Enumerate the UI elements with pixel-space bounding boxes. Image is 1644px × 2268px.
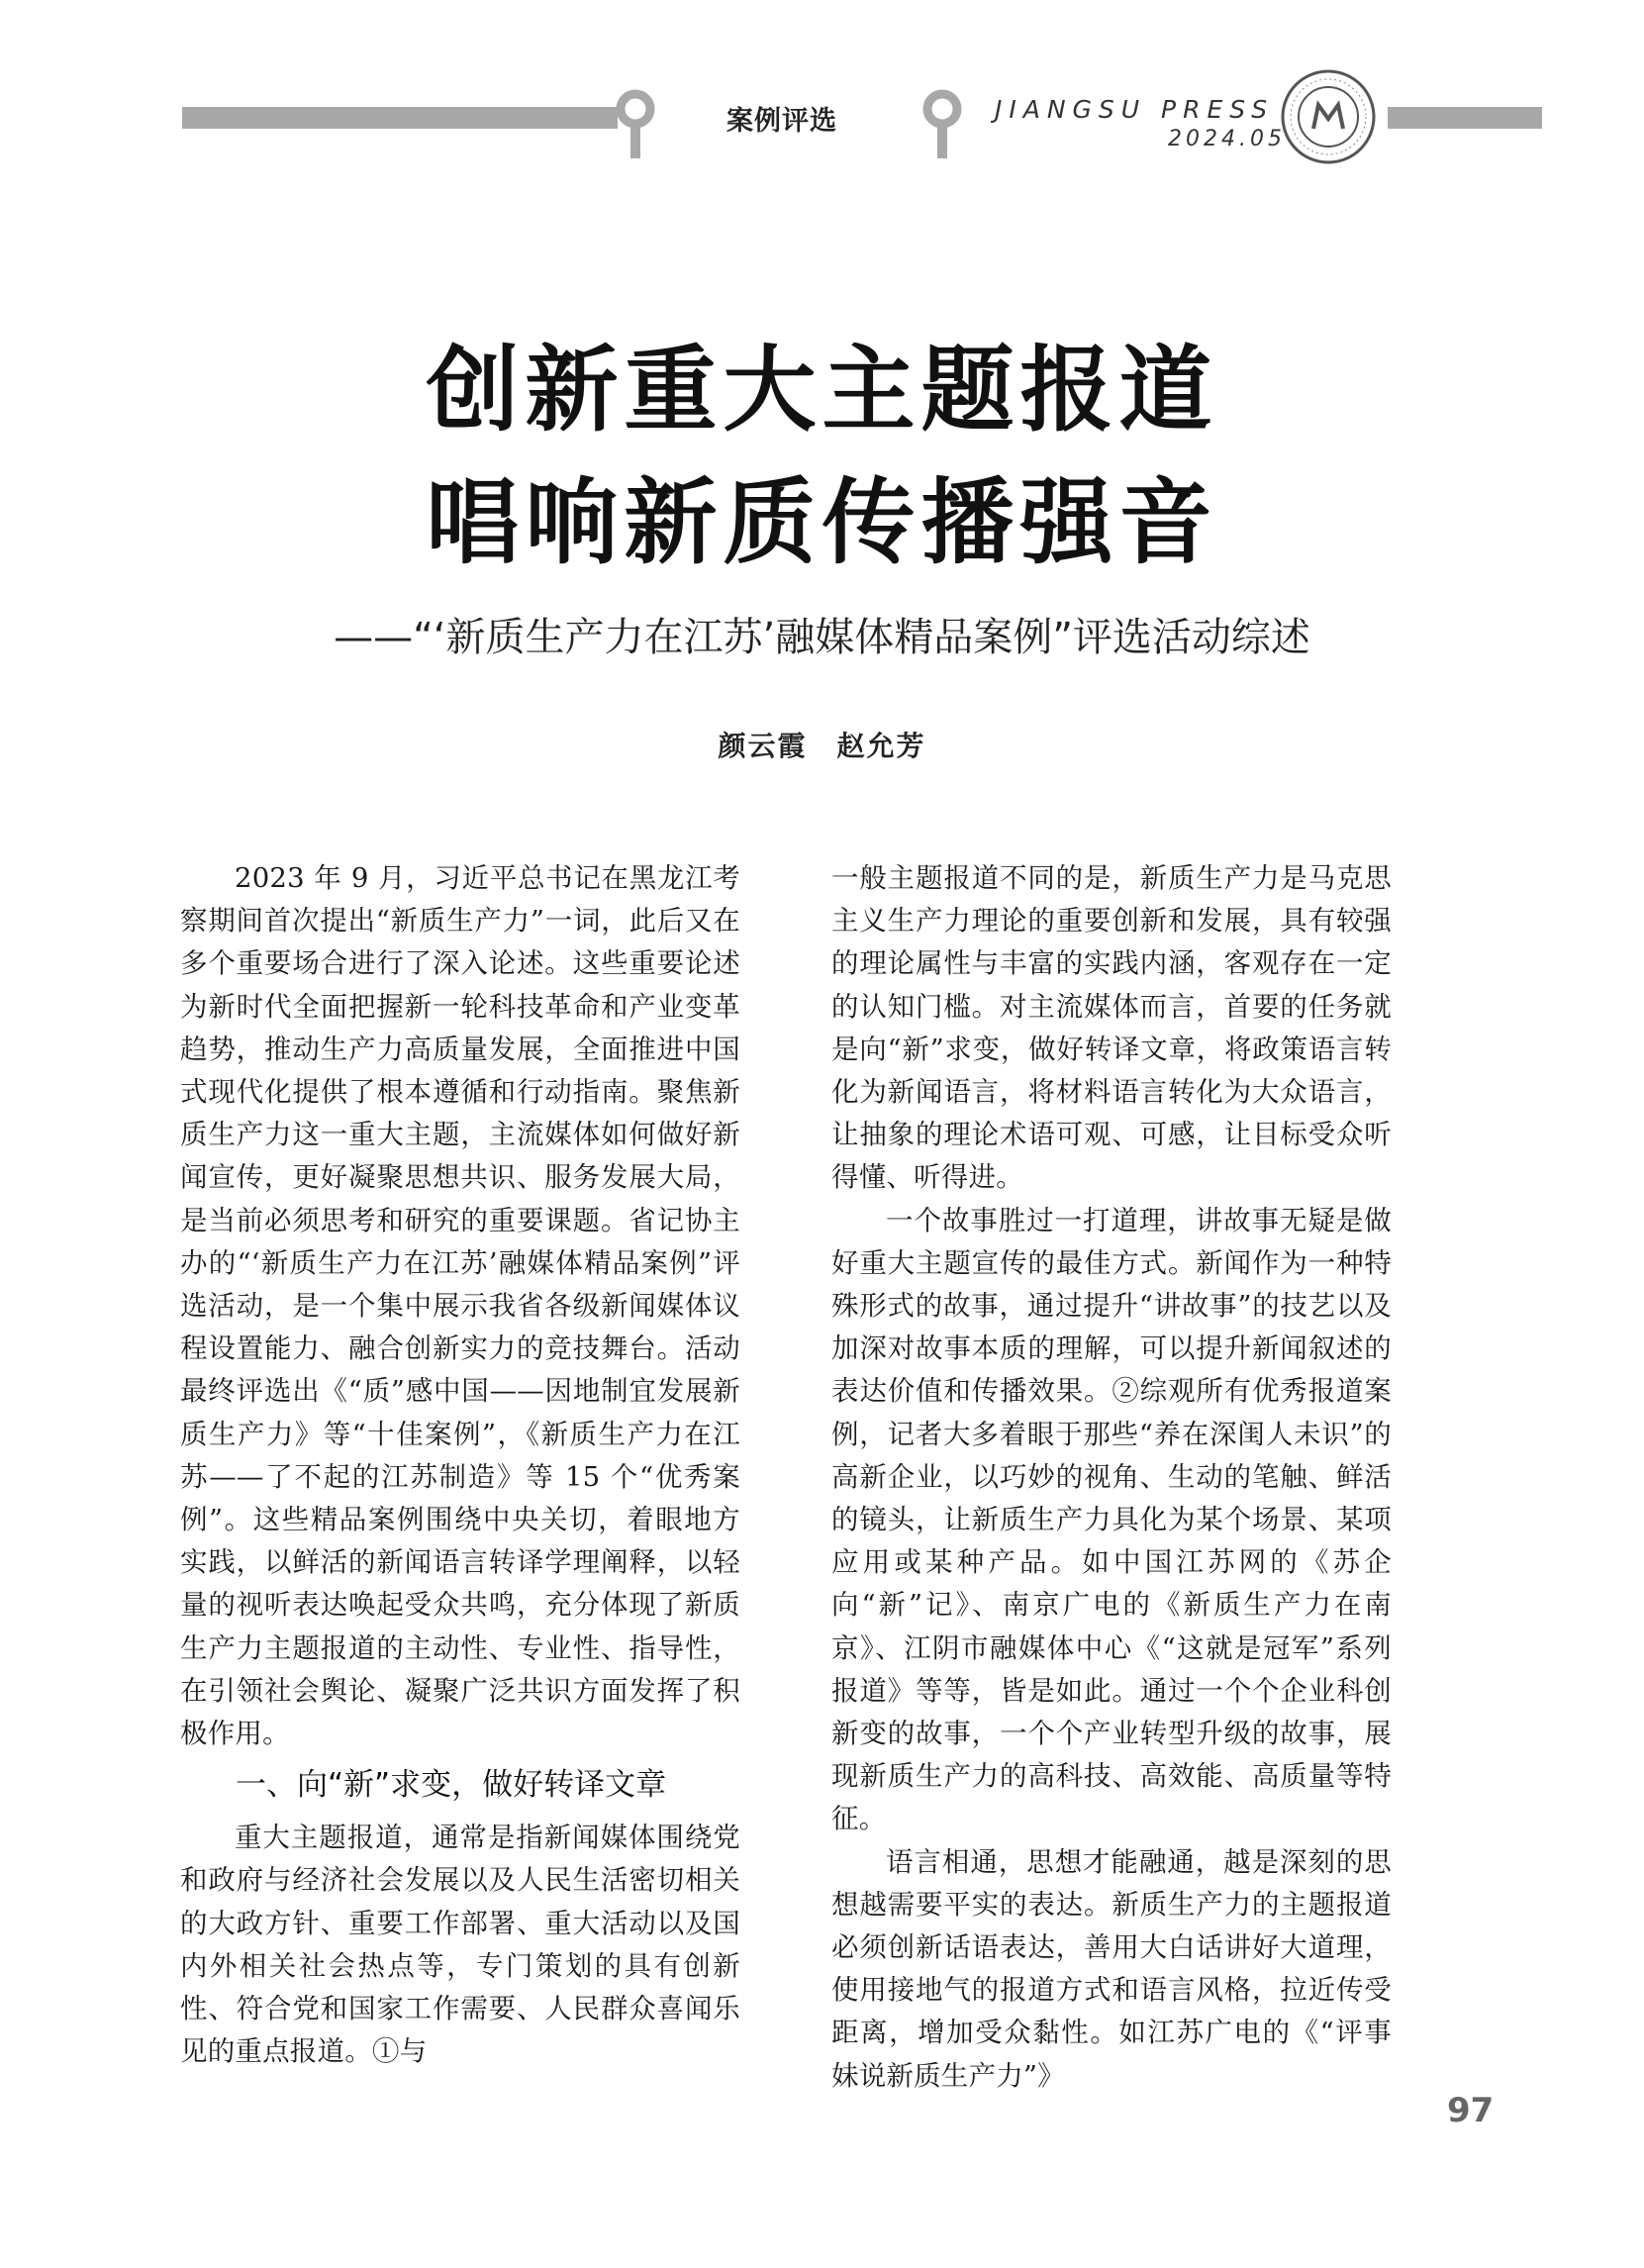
header-bar-left: [182, 107, 618, 129]
map-pin-icon: [614, 89, 657, 160]
article-subtitle: ——“‘新质生产力在江苏’融媒体精品案例”评选活动综述: [334, 615, 1310, 660]
publication-name: JIANGSU PRESS: [995, 95, 1275, 124]
paragraph: 语言相通，思想才能融通，越是深刻的思想越需要平实的表达。新质生产力的主题报道必须创新话语表达，善用大白话讲好大道理，使用接地气的报道方式和语言风格，拉近传受距离，增加受众黏性。如江苏广电的《“评事妹说新质生产力”》: [831, 1845, 1392, 2092]
issue-number: 2024.05: [1168, 127, 1286, 151]
section-label: 案例评选: [726, 106, 837, 137]
article-authors: 颜云霞 赵允芳: [718, 730, 926, 762]
map-pin-icon: [920, 89, 964, 160]
article-title-line-2: 唱响新质传播强音: [426, 469, 1218, 577]
paragraph: 一般主题报道不同的是，新质生产力是马克思主义生产力理论的重要创新和发展，具有较强的理论属性与丰富的实践内涵，客观存在一定的认知门槛。对主流媒体而言，首要的任务就是向“新”求变，做好转译文章，将政策语言转化为新闻语言，将材料语言转化为大众语言，让抽象的理论术语可观、可感，让目标受众听得懂、听得进。: [831, 862, 1392, 1194]
paragraph: 重大主题报道，通常是指新闻媒体围绕党和政府与经济社会发展以及人民生活密切相关的大政方针、重要工作部署、重大活动以及国内外相关社会热点等，专门策划的具有创新性、符合党和国家工作需要、人民群众喜闻乐见的重点报道。①与: [180, 1822, 740, 2068]
right-column: [831, 857, 1392, 2098]
article-title-line-1: 创新重大主题报道: [426, 337, 1218, 444]
paragraph: 2023 年 9 月，习近平总书记在黑龙江考察期间首次提出“新质生产力”一词，此后又在多个重要场合进行了深入论述。这些重要论述为新时代全面把握新一轮科技革命和产业变革趋势，推动生产力高质量发展，全面推进中国式现代化提供了根本遵循和行动指南。聚焦新质生产力这一重大主题，主流媒体如何做好新闻宣传，更好凝聚思想共识、服务发展大局，是当前必须思考和研究的重要课题。省记协主办的“‘新质生产力在江苏’融媒体精品案例”评选活动，是一个集中展示我省各级新闻媒体议程设置能力、融合创新实力的竞技舞台。活动最终评选出《“质”感中国——因地制宜发展新质生产力》等“十佳案例”，《新质生产力在江苏——了不起的江苏制造》等 15 个“优秀案例”。这些精品案例围绕中央关切，着眼地方实践，以鲜活的新闻语言转译学理阐释，以轻量的视听表达唤起受众共鸣，充分体现了新质生产力主题报道的主动性、专业性、指导性，在引领社会舆论、凝聚广泛共识方面发挥了积极作用。: [180, 862, 740, 1750]
header-bar-right: [1388, 107, 1542, 129]
press-seal-logo: [1279, 67, 1378, 166]
page-number: 97: [1447, 2091, 1495, 2130]
section-heading: 一、向“新”求变，做好转译文章: [236, 1767, 667, 1804]
left-column: [180, 857, 740, 2073]
paragraph: 一个故事胜过一打道理，讲故事无疑是做好重大主题宣传的最佳方式。新闻作为一种特殊形式的故事，通过提升“讲故事”的技艺以及加深对故事本质的理解，可以提升新闻叙述的表达价值和传播效果。②综观所有优秀报道案例，记者大多着眼于那些“养在深闺人未识”的高新企业，以巧妙的视角、生动的笔触、鲜活的镜头，让新质生产力具化为某个场景、某项应用或某种产品。如中国江苏网的《苏企向“新”记》、南京广电的《新质生产力在南京》、江阴市融媒体中心《“这就是冠军”系列报道》等等，皆是如此。通过一个个企业科创新变的故事，一个个产业转型升级的故事，展现新质生产力的高科技、高效能、高质量等特征。: [831, 1204, 1392, 1835]
